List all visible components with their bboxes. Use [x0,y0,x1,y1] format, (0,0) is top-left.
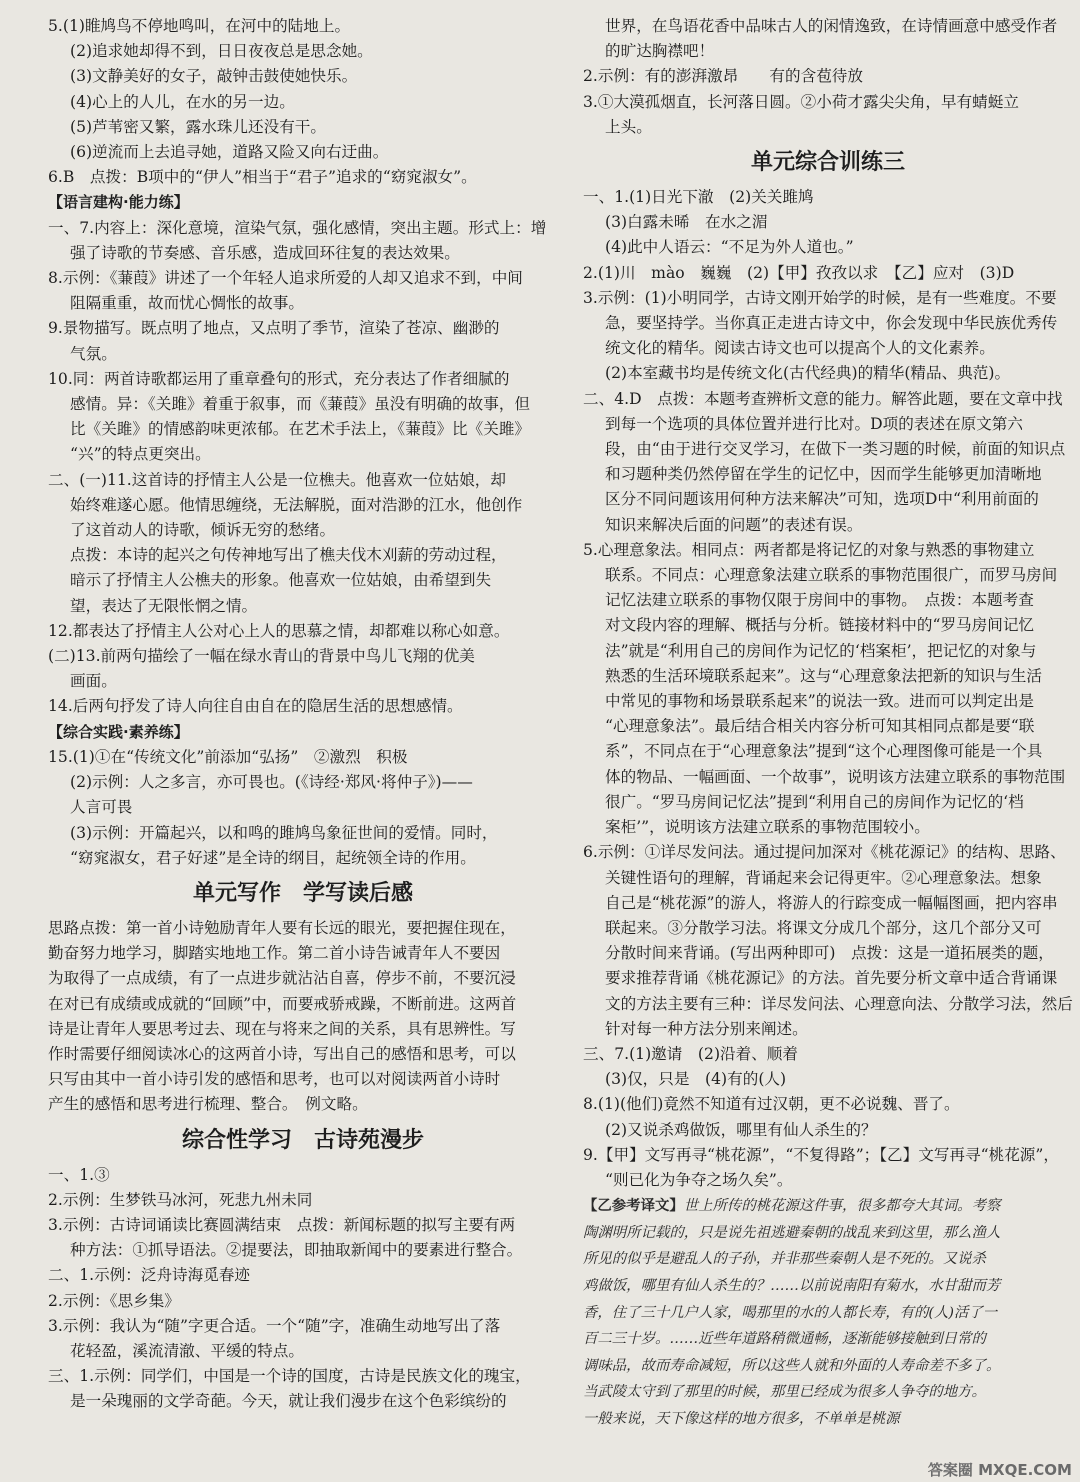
section-title: 单元综合训练三 [750,150,905,176]
answer-line: 3.示例：我认为“随”字更合适。一个“随”字，准确生动地写出了落 [48,1316,501,1335]
answer-line: 3.示例：(1)小明同学，古诗文刚开始学的时候，是有一些难度。不要 [583,288,1057,307]
answer-line: (3)文静美好的女子，敲钟击鼓使她快乐。 [70,67,358,86]
translation-text: 香，住了三十几户人家，喝那里的水的人都长寿，有的(人)活了一 [583,1304,998,1321]
answer-line: (2)追求她却得不到，日日夜夜总是思念她。 [70,42,373,61]
answer-line: 人言可畏 [70,798,133,817]
answer-line: (4)此中人语云：“不足为外人道也。” [605,238,854,257]
answer-line: 望，表达了无限怅惘之情。 [70,596,258,615]
answer-line: 2.示例：《思乡集》 [48,1291,180,1310]
answer-line: 联系。不同点：心理意象法建立联系的事物范围很广，而罗马房间 [605,566,1058,585]
answer-line: 联起来。③分散学习法。将课文分成几个部分，这几个部分又可 [605,918,1042,937]
answer-line: 感情。异：《关雎》着重于叙事，而《蒹葭》虽没有明确的故事，但 [70,395,531,414]
answer-line: 二、(一)11.这首诗的抒情主人公是一位樵夫。他喜欢一位姑娘，却 [48,470,506,489]
answer-line: 自己是“桃花源”的游人，将游人的行踪变成一幅幅图画，把内容串 [605,893,1058,912]
answer-line: (2)本室藏书均是传统文化(古代经典)的精华(精品、典范)。 [605,364,1011,383]
translation-line [583,1353,1073,1380]
translation-line [583,1273,1073,1300]
answer-line: (3)白露未晞 在水之湄 [605,213,768,232]
answer-line: 段，由“由于进行交叉学习，在做下一类习题的时候，前面的知识点 [605,440,1066,459]
answer-line: “窈窕淑女，君子好逑”是全诗的纲目，起统领全诗的作用。 [70,848,476,867]
answer-line: 中常见的事物和场景联系起来”的说法一致。进而可以判定出是 [605,692,1035,711]
watermark: 答案圈 MXQE.COM [924,1459,1076,1480]
translation-line [583,1406,1073,1433]
translation-line [583,1220,1073,1247]
translation-text: 所见的似乎是避乱人的子孙，并非那些秦朝人是不死的。又说杀 [583,1251,986,1268]
answer-line: (二)13.前两句描绘了一幅在绿水青山的背景中鸟儿飞翔的优美 [48,647,475,666]
right-column [583,14,1073,1474]
translation-text: 百二三十岁。……近些年道路稍微通畅，逐渐能够接触到日常的 [583,1331,986,1348]
answer-line: 8.(1)(他们)竟然不知道有过汉朝，更不必说魏、晋了。 [583,1095,960,1114]
answer-line: (5)芦苇密又繁，露水珠儿还没有干。 [70,117,326,136]
answer-line: 只写由其中一首小诗引发的感悟和思考，也可以对阅读两首小诗时 [48,1070,501,1089]
answer-line: 2.示例：生梦铁马冰河，死悲九州未同 [48,1190,313,1209]
translation-line [583,1326,1073,1353]
answer-line: 6.B 点拨：B项中的“伊人”相当于“君子”追求的“窈窕淑女”。 [48,168,477,187]
answer-line: 急，要坚持学。当你真正走进古诗文中，你会发现中华民族优秀传 [605,314,1058,333]
translation-text: 陶渊明所记载的，只是说先祖逃避秦朝的战乱来到这里，那么渔人 [583,1224,1001,1241]
translation-text: 调味品，故而寿命减短，所以这些人就和外面的人寿命差不多了。 [583,1357,1001,1374]
answer-line: (6)逆流而上去追寻她，道路又险又向右迂曲。 [70,143,389,162]
left-column [48,14,558,1474]
answer-line: 诗是让青年人要思考过去、现在与将来之间的关系，具有思辨性。写 [48,1019,516,1038]
answer-line: 强了诗歌的节奏感、音乐感，造成回环往复的表达效果。 [70,243,460,262]
answer-line: 15.(1)①在“传统文化”前添加“弘扬” ②激烈 积极 [48,747,408,766]
answer-line: 在对已有成绩或成就的“回顾”中，而要戒骄戒躁，不断前进。这两首 [48,994,517,1013]
translation-text: 当武陵太守到了那里的时候，那里已经成为很多人争夺的地方。 [583,1384,986,1401]
answer-line: 区分不同问题该用何种方法来解决”可知，选项D中“利用前面的 [605,490,1039,509]
answer-line: 气氛。 [70,344,117,363]
answer-line: 9.景物描写。既点明了地点，又点明了季节，渲染了苍凉、幽渺的 [48,319,500,338]
answer-line: (3)仅，只是 (4)有的(人) [605,1070,787,1089]
answer-line: 了这首动人的诗歌，倾诉无穷的愁绪。 [70,521,336,540]
answer-line: 熟悉的生活环境联系起来”。这与“心理意象法把新的知识与生活 [605,666,1042,685]
subsection-heading: 【语言建构·能力练】 [48,193,189,212]
translation-line [583,1246,1073,1273]
answer-line: 花轻盈，溪流清澈、平缓的特点。 [70,1341,304,1360]
answer-line: 画面。 [70,672,117,691]
answer-line: 三、1.示例：同学们，中国是一个诗的国度，古诗是民族文化的瑰宝， [48,1367,531,1386]
translation-line [583,1193,1073,1220]
translation-text: 鸡做饭，哪里有仙人杀生的？……以前说南阳有菊水，水甘甜而芳 [583,1277,1001,1294]
answer-line: 8.示例：《蒹葭》讲述了一个年轻人追求所爱的人却又追求不到，中间 [48,269,523,288]
answer-line: 3.示例：古诗词诵读比赛圆满结束 点拨：新闻标题的拟写主要有两 [48,1215,516,1234]
answer-line: 法”就是“利用自己的房间作为记忆的‘档案柜’，把记忆的对象与 [605,641,1037,660]
answer-line: 9.【甲】文写再寻“桃花源”，“不复得路”；【乙】文写再寻“桃花源”， [583,1145,1059,1164]
answer-line: 三、7.(1)邀请 (2)沿着、顺着 [583,1044,798,1063]
answer-line: 6.示例：①详尽发问法。通过提问加深对《桃花源记》的结构、思路、 [583,843,1066,862]
answer-line: 的旷达胸襟吧！ [605,42,715,61]
answer-line: 二、4.D 点拨：本题考查辨析文意的能力。解答此题，要在文章中找 [583,389,1063,408]
answer-line: 体的物品、一幅画面、一个故事”，说明该方法建立联系的事物范围 [605,767,1066,786]
answer-line: 记忆法建立联系的事物仅限于房间中的事物。 点拨：本题考查 [605,591,1034,610]
answer-line: 文的方法主要有三种：详尽发问法、心理意向法、分散学习法，然后 [605,994,1073,1013]
answer-line: 12.都表达了抒情主人公对心上人的思慕之情，却都难以称心如意。 [48,621,510,640]
answer-line: 2.示例：有的澎湃激昂 有的含苞待放 [583,67,863,86]
answer-line: 知识来解决后面的问题”的表述有误。 [605,515,863,534]
answer-line: 比《关雎》的情感韵味更浓郁。在艺术手法上，《蒹葭》比《关雎》 [70,420,531,439]
answer-line: 案柜’”，说明该方法建立联系的事物范围较小。 [605,818,930,837]
answer-line: 阻隔重重，故而忧心惆怅的故事。 [70,294,304,313]
answer-line: 和习题种类仍然停留在学生的记忆中，因而学生能够更加清晰地 [605,465,1042,484]
translation-line [583,1379,1073,1406]
answer-line: 14.后两句抒发了诗人向往自由自在的隐居生活的思想感情。 [48,697,463,716]
subsection-heading: 【综合实践·素养练】 [48,722,189,741]
answer-line: “心理意象法”。最后结合相关内容分析可知其相同点都是要“联 [605,717,1035,736]
answer-line: 到每一个选项的具体位置并进行比对。D项的表述在原文第六 [605,414,1023,433]
answer-line: “兴”的特点更突出。 [70,445,211,464]
answer-line: 点拨：本诗的起兴之句传神地写出了樵夫伐木刈薪的劳动过程， [70,546,507,565]
answer-line: 思路点拨：第一首小诗勉励青年人要有长远的眼光，要把握住现在， [48,918,516,937]
answer-line: 统文化的精华。阅读古诗文也可以提高个人的文化素养。 [605,339,995,358]
answer-line: 为取得了一点成绩，有了一点进步就沾沾自喜，停步不前，不要沉浸 [48,969,516,988]
answer-line: (2)又说杀鸡做饭，哪里有仙人杀生的？ [605,1120,877,1139]
answer-line: 一、1.(1)日光下澈 (2)关关雎鸠 [583,188,814,207]
translation-line [583,1300,1073,1327]
answer-line: 3.①大漠孤烟直，长河落日圆。②小荷才露尖尖角，早有蜻蜓立 [583,92,1019,111]
answer-line: 一、7.内容上：深化意境，渲染气氛，强化感情，突出主题。形式上：增 [48,218,547,237]
answer-line: 勤奋努力地学习，脚踏实地地工作。第二首小诗告诫青年人不要因 [48,944,501,963]
answer-line: 二、1.示例：泛舟诗海觅春迹 [48,1266,251,1285]
answer-line: “则已化为争夺之场久矣”。 [605,1170,793,1189]
section-title: 单元写作 学写读后感 [192,880,413,906]
answer-line: 5.(1)睢鸠鸟不停地鸣叫，在河中的陆地上。 [48,17,351,35]
translation-text: 世上所传的桃花源这件事，很多都夸大其词。考察 [683,1198,1001,1215]
translation-note [583,1193,1073,1432]
answer-line: 10.同：两首诗歌都运用了重章叠句的形式，充分表达了作者细腻的 [48,369,510,388]
translation-tag: 【乙参考译文】 [583,1198,684,1215]
answer-line: 上头。 [605,117,652,136]
answer-line: 世界，在鸟语花香中品味古人的闲情逸致，在诗情画意中感受作者 [605,17,1058,35]
answer-line: 很广。“罗马房间记忆法”提到“利用自己的房间作为记忆的‘档 [605,792,1024,811]
answer-line: 暗示了抒情主人公樵夫的形象。他喜欢一位姑娘，由希望到失 [70,571,492,590]
answer-line: 对文段内容的理解、概括与分析。链接材料中的“罗马房间记忆 [605,616,1035,635]
answer-line: 是一朵瑰丽的文学奇葩。今天，就让我们漫步在这个色彩缤纷的 [70,1392,507,1411]
answer-line: (3)示例：开篇起兴，以和鸣的雎鸠鸟象征世间的爱情。同时， [70,823,498,842]
answer-line: 要求推荐背诵《桃花源记》的方法。首先要分析文章中适合背诵课 [605,969,1058,988]
answer-line: (2)示例：人之多言，亦可畏也。(《诗经·郑风·将仲子》)—— [70,773,473,792]
answer-line: (4)心上的人儿，在水的另一边。 [70,92,295,111]
answer-line: 分散时间来背诵。(写出两种即可) 点拨：这是一道拓展类的题， [605,944,1054,963]
answer-line: 系”，不同点在于“心理意象法”提到“这个心理图像可能是一个具 [605,742,1043,761]
answer-line: 始终难遂心愿。他情思缠绕，无法解脱，面对浩渺的江水，他创作 [70,495,523,514]
answer-line: 一、1.③ [48,1165,110,1184]
section-title: 综合性学习 古诗苑漫步 [181,1127,424,1153]
answer-line: 种方法：①抓导语法。②提要法，即抽取新闻中的要素进行整合。 [70,1241,523,1260]
answer-line: 针对每一种方法分别来阐述。 [605,1019,808,1038]
answer-line: 产生的感悟和思考进行梳理、整合。 例文略。 [48,1095,368,1114]
answer-line: 2.(1)川 mào 巍巍 (2)【甲】孜孜以求 【乙】应对 (3)D [583,263,1015,282]
answer-line: 5.心理意象法。相同点：两者都是将记忆的对象与熟悉的事物建立 [583,540,1035,559]
answer-line: 作时需要仔细阅读冰心的这两首小诗，写出自己的感悟和思考，可以 [48,1044,516,1063]
translation-text: 一般来说，天下像这样的地方很多，不单单是桃源 [583,1410,900,1427]
answer-line: 关键性语句的理解，背诵起来会记得更牢。②心理意象法。想象 [605,868,1042,887]
